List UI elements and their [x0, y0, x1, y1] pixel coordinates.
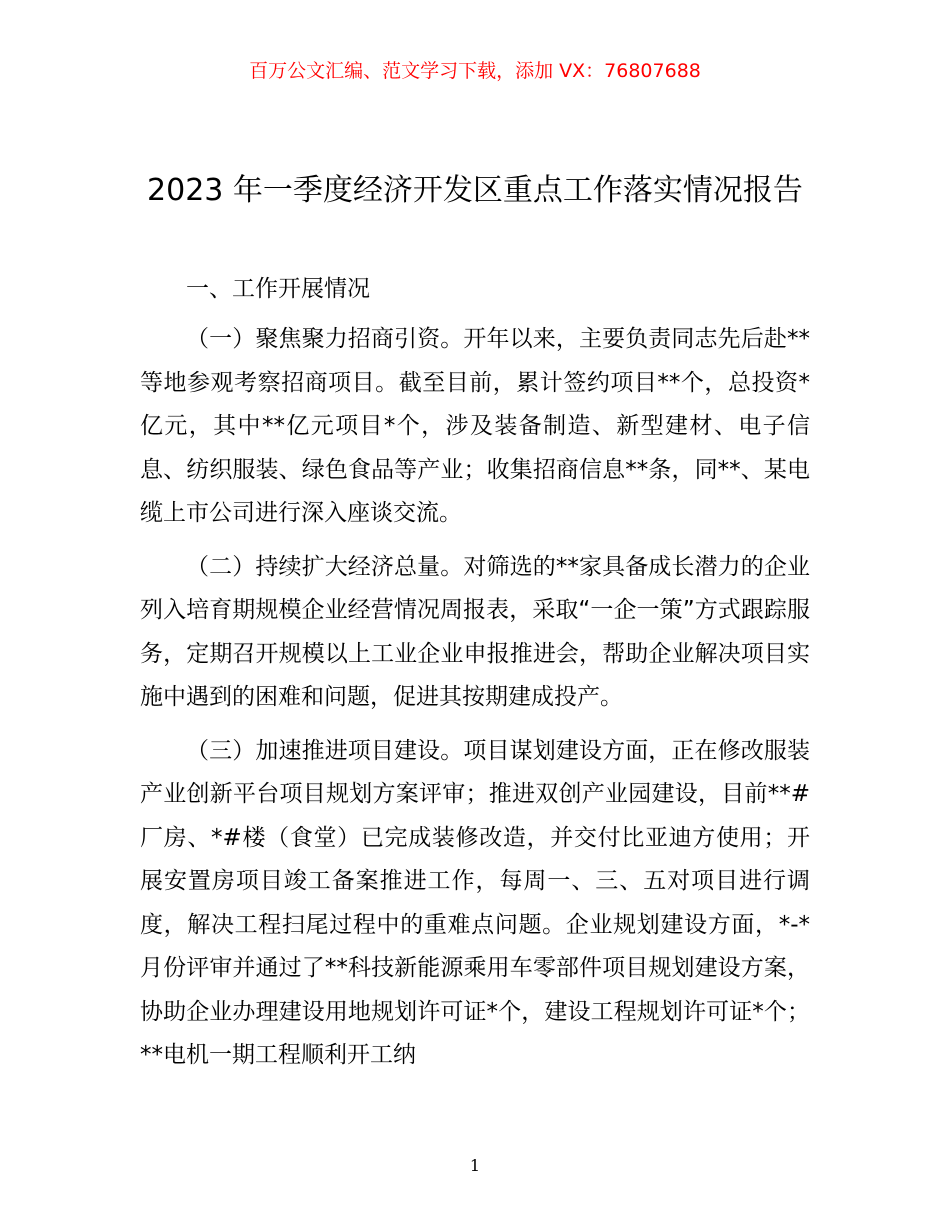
document-body	[140, 268, 810, 1088]
header-watermark-note: 百万公文汇编、范文学习下载，添加 VX：76807688	[249, 60, 701, 82]
page-number: 1	[469, 1156, 481, 1175]
paragraph-investment: （一）聚焦聚力招商引资。开年以来，主要负责同志先后赴**等地参观考察招商项目。截至目前，累计签约项目**个，总投资*亿元，其中**亿元项目*个，涉及装备制造、新型建材、电子信息、纺织服装、绿色食品等产业；收集招商信息**条，同**、某电缆上市公司进行深入座谈交流。	[140, 326, 810, 526]
section-heading: 一、工作开展情况	[186, 276, 370, 302]
paragraph-projects: （三）加速推进项目建设。项目谋划建设方面，正在修改服装产业创新平台项目规划方案评审；推进双创产业园建设，目前**#厂房、*#楼（食堂）已完成装修改造，并交付比亚迪方使用；开展安置房项目竣工备案推进工作，每周一、三、五对项目进行调度，解决工程扫尾过程中的重难点问题。企业规划建设方面，*-*月份评审并通过了**科技新能源乘用车零部件项目规划建设方案，协助企业办理建设用地规划许可证*个，建设工程规划许可证*个；**电机一期工程顺利开工纳	[140, 737, 810, 1068]
paragraph-economy: （二）持续扩大经济总量。对筛选的**家具备成长潜力的企业列入培育期规模企业经营情况周报表，采取“一企一策”方式跟踪服务，定期召开规模以上工业企业申报推进会，帮助企业解决项目实施中遇到的困难和问题，促进其按期建成投产。	[140, 553, 810, 710]
document-title: 2023 年一季度经济开发区重点工作落实情况报告	[147, 173, 803, 208]
